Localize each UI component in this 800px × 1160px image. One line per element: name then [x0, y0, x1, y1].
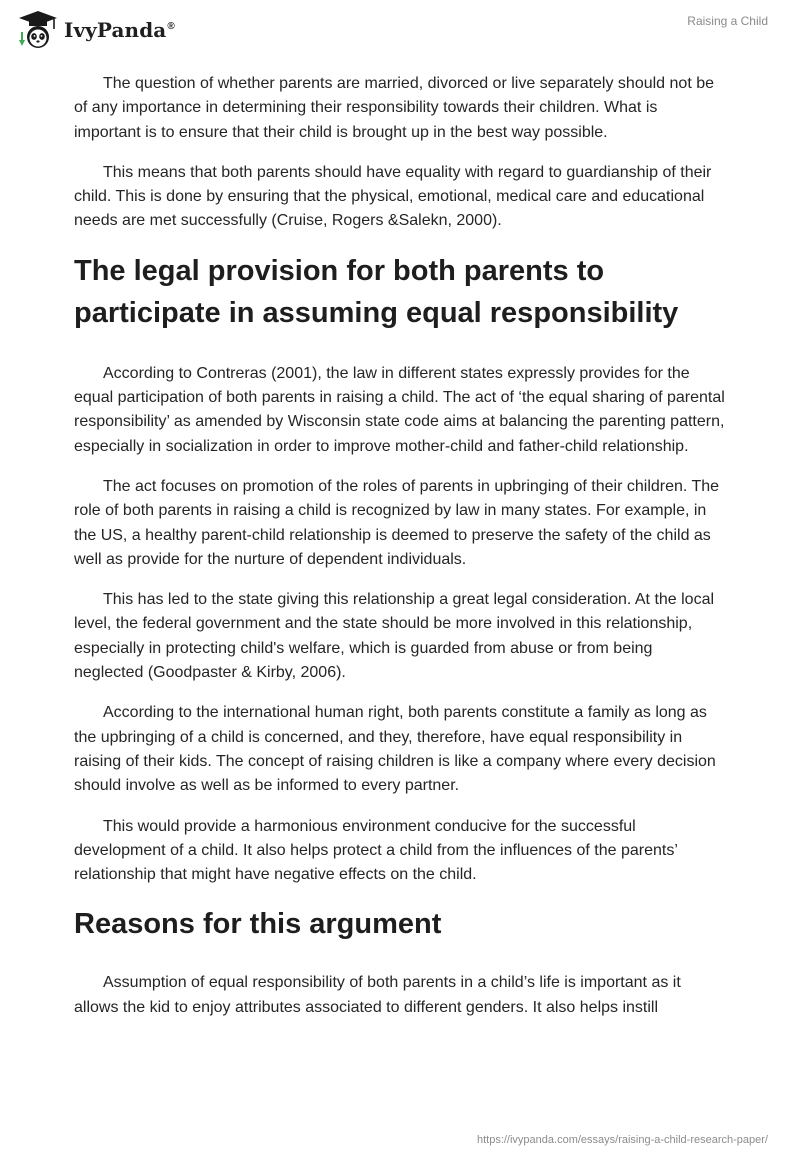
page-header	[0, 0, 800, 64]
panda-graduate-icon	[16, 10, 60, 50]
paragraph: The act focuses on promotion of the roles of parents in upbringing of their children. The role of both parents in raising a child is recognized by law in many states. For example, in the US, a healthy parent-child relationship is deemed to preserve the safety of the child as well as provide for the nurture of dependent individuals.	[74, 477, 720, 568]
section-heading: The legal provision for both parents to participate in assuming equal responsibility	[74, 254, 679, 329]
paragraph: This would provide a harmonious environment conducive for the successful development of a child. It also helps protect a child from the influences of the parents’ relationship that might have negative effects on the child.	[74, 817, 678, 884]
paragraph: Assumption of equal responsibility of both parents in a child’s life is important as it allows the kid to enjoy attributes associated to different genders. It also helps instill	[74, 974, 681, 1016]
brand-logo[interactable]	[16, 10, 175, 50]
paragraph: The question of whether parents are married, divorced or live separately should not be of any importance in determining their responsibility towards their children. What is important is to ensure that their child is brought up in the best way possible.	[74, 75, 715, 141]
paragraph: This has led to the state giving this relationship a great legal consideration. At the local level, the federal government and the state should be more involved in this relationship, especially in protecting child's welfare, which is guarded from abuse or from being neglected (Goodpaster & Kirby, 2006).	[74, 591, 715, 682]
essay-body	[74, 72, 726, 1036]
paragraph: According to the international human right, both parents constitute a family as long as the upbringing of a child is concerned, and they, therefore, have equal responsibility in raising of their kids. The concept of raising children is like a company where every decision should involve as well as be informed to every partner.	[74, 704, 716, 795]
source-url[interactable]: https://ivypanda.com/essays/raising-a-child-research-paper/	[476, 1134, 768, 1146]
section-heading: Reasons for this argument	[74, 908, 442, 941]
paragraph: This means that both parents should have equality with regard to guardianship of their child. This is done by ensuring that the physical, emotional, medical care and educational needs are met successfully (Cruise, Rogers &Salekn, 2000).	[74, 163, 712, 230]
document-title: Raising a Child	[687, 14, 768, 28]
brand-name: IvyPanda®	[64, 18, 175, 42]
paragraph: According to Contreras (2001), the law in different states expressly provides for the equal participation of both parents in raising a child. The act of ‘the equal sharing of parental responsibility’ as amended by Wisconsin state code aims at balancing the parenting pattern, especially in socialization in order to improve mother-child and father-child relationship.	[74, 364, 725, 455]
